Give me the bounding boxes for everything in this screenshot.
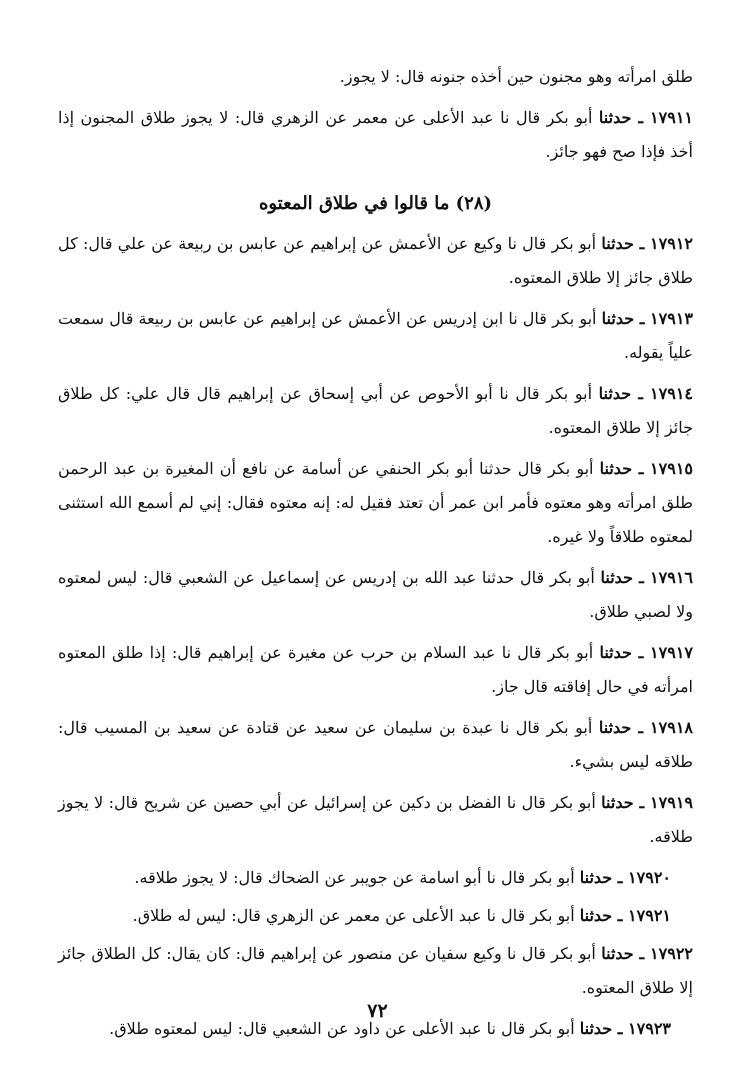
hadith-separator: ـ [631, 718, 651, 737]
hadith-separator: ـ [612, 1019, 629, 1038]
hadith-lead: حدثنا [598, 718, 632, 737]
hadith-entry [58, 452, 693, 554]
hadith-entry [58, 302, 693, 370]
hadith-text: أبو بكر قال نا وكيع سفيان عن منصور عن إبراهيم قال: كان يقال: كل الطلاق جائز إلا طلاق المعتوه. [58, 944, 693, 997]
hadith-separator: ـ [633, 793, 651, 812]
hadith-number: ١٧٩١٤ [650, 384, 693, 403]
hadith-number: ١٧٩١٣ [650, 309, 694, 328]
hadith-lead: حدثنا [599, 643, 632, 662]
hadith-entry [58, 101, 693, 169]
hadith-lead: حدثنا [579, 1019, 613, 1038]
hadith-lead: حدثنا [600, 568, 633, 587]
hadith-text: أبو بكر قال نا أبو الأحوص عن أبي إسحاق عن إبراهيم قال قال علي: كل طلاق جائز إلا طلاق المعتوه. [58, 384, 693, 437]
hadith-number: ١٧٩٢٢ [650, 944, 694, 963]
hadith-lead: حدثنا [601, 234, 634, 253]
hadith-text: أبو بكر قال نا عبد الأعلى عن معمر عن الزهري قال: لا يجوز طلاق المجنون إذا أخذ فإذا صح فهو جائز. [58, 108, 693, 161]
hadith-entry [58, 636, 693, 704]
entries-end-list [58, 937, 693, 1005]
hadith-lead: حدثنا [579, 906, 613, 925]
hadith-number: ١٧٩١٧ [650, 643, 693, 662]
hadith-separator: ـ [612, 868, 629, 887]
hadith-number: ١٧٩١١ [650, 108, 693, 127]
hadith-separator: ـ [632, 568, 651, 587]
hadith-entry [58, 227, 693, 295]
hadith-number: ١٧٩١٦ [650, 568, 693, 587]
hadith-entry [58, 899, 693, 933]
entries-main-list [58, 227, 693, 854]
hadith-separator: ـ [633, 234, 651, 253]
hadith-number: ١٧٩٢١ [628, 906, 671, 925]
hadith-number: ١٧٩١٨ [650, 718, 694, 737]
hadith-separator: ـ [631, 384, 651, 403]
intro-paragraph: طلق امرأته وهو مجنون حين أخذه جنونه قال: لا يجوز. [339, 67, 693, 86]
section-heading: (٢٨) ما قالوا في طلاق المعتوه [258, 193, 493, 214]
hadith-lead: حدثنا [601, 944, 634, 963]
hadith-separator: ـ [634, 309, 651, 328]
hadith-lead: حدثنا [598, 384, 632, 403]
hadith-separator: ـ [612, 906, 629, 925]
hadith-lead: حدثنا [598, 108, 632, 127]
entries-top-list [58, 101, 693, 169]
entries-short-list [58, 861, 693, 933]
hadith-entry [58, 937, 693, 1005]
hadith-text: أبو بكر قال نا وكيع عن الأعمش عن إبراهيم عن عابس بن ربيعة عن علي قال: كل طلاق جائز إلا طلاق المعتوه. [58, 234, 693, 287]
hadith-text: أبو بكر قال نا عبد الأعلى عن داود عن الشعبي قال: ليس لمعتوه طلاق. [109, 1019, 580, 1038]
hadith-lead: حدثنا [599, 459, 633, 478]
hadith-separator: ـ [633, 944, 651, 963]
hadith-lead: حدثنا [601, 793, 634, 812]
hadith-entry [58, 786, 693, 854]
hadith-number: ١٧٩١٩ [650, 793, 694, 812]
hadith-entry [58, 861, 693, 895]
hadith-text: أبو بكر قال نا الفضل بن دكين عن إسرائيل عن أبي حصين عن شريح قال: لا يجوز طلاقه. [58, 793, 693, 846]
hadith-text: أبو بكر قال نا عبد السلام بن حرب عن مغيرة عن إبراهيم قال: إذا طلق المعتوه امرأته في حال إفاقته قال جاز. [58, 643, 693, 696]
hadith-text: أبو بكر قال حدثنا أبو بكر الحنفي عن أسامة عن نافع أن المغيرة بن عبد الرحمن طلق امرأته وهو معتوه فأمر ابن عمر أن تعتد فقيل له: إنه معتوه فقال: إني لم أسمع الله استثنى لمعتوه طلاقاً ولا غيره. [58, 459, 693, 546]
hadith-text: أبو بكر قال نا عبدة بن سليمان عن سعيد عن قتادة عن سعيد بن المسيب قال: طلاقه ليس بشيء. [58, 718, 693, 771]
hadith-text: أبو بكر قال نا عبد الأعلى عن معمر عن الزهري قال: ليس له طلاق. [132, 906, 580, 925]
hadith-separator: ـ [631, 108, 651, 127]
hadith-separator: ـ [632, 459, 651, 478]
hadith-separator: ـ [631, 643, 651, 662]
hadith-number: ١٧٩٢٣ [628, 1019, 671, 1038]
hadith-entry [58, 561, 693, 629]
hadith-entry [58, 711, 693, 779]
hadith-number: ١٧٩٢٠ [628, 868, 671, 887]
hadith-number: ١٧٩١٥ [650, 459, 694, 478]
hadith-lead: حدثنا [579, 868, 613, 887]
hadith-text: أبو بكر قال نا ابن إدريس عن الأعمش عن إبراهيم عن عابس بن ربيعة قال سمعت علياً يقوله. [58, 309, 693, 362]
hadith-entry [58, 377, 693, 445]
hadith-text: أبو بكر قال حدثنا عبد الله بن إدريس عن إسماعيل عن الشعبي قال: ليس لمعتوه ولا لصبي طلاق. [58, 568, 693, 621]
page-number: ٧٢ [367, 1000, 388, 1022]
hadith-lead: حدثنا [601, 309, 635, 328]
hadith-text: أبو بكر قال نا أبو اسامة عن جويبر عن الضحاك قال: لا يجوز طلاقه. [134, 868, 580, 887]
hadith-number: ١٧٩١٢ [650, 234, 694, 253]
